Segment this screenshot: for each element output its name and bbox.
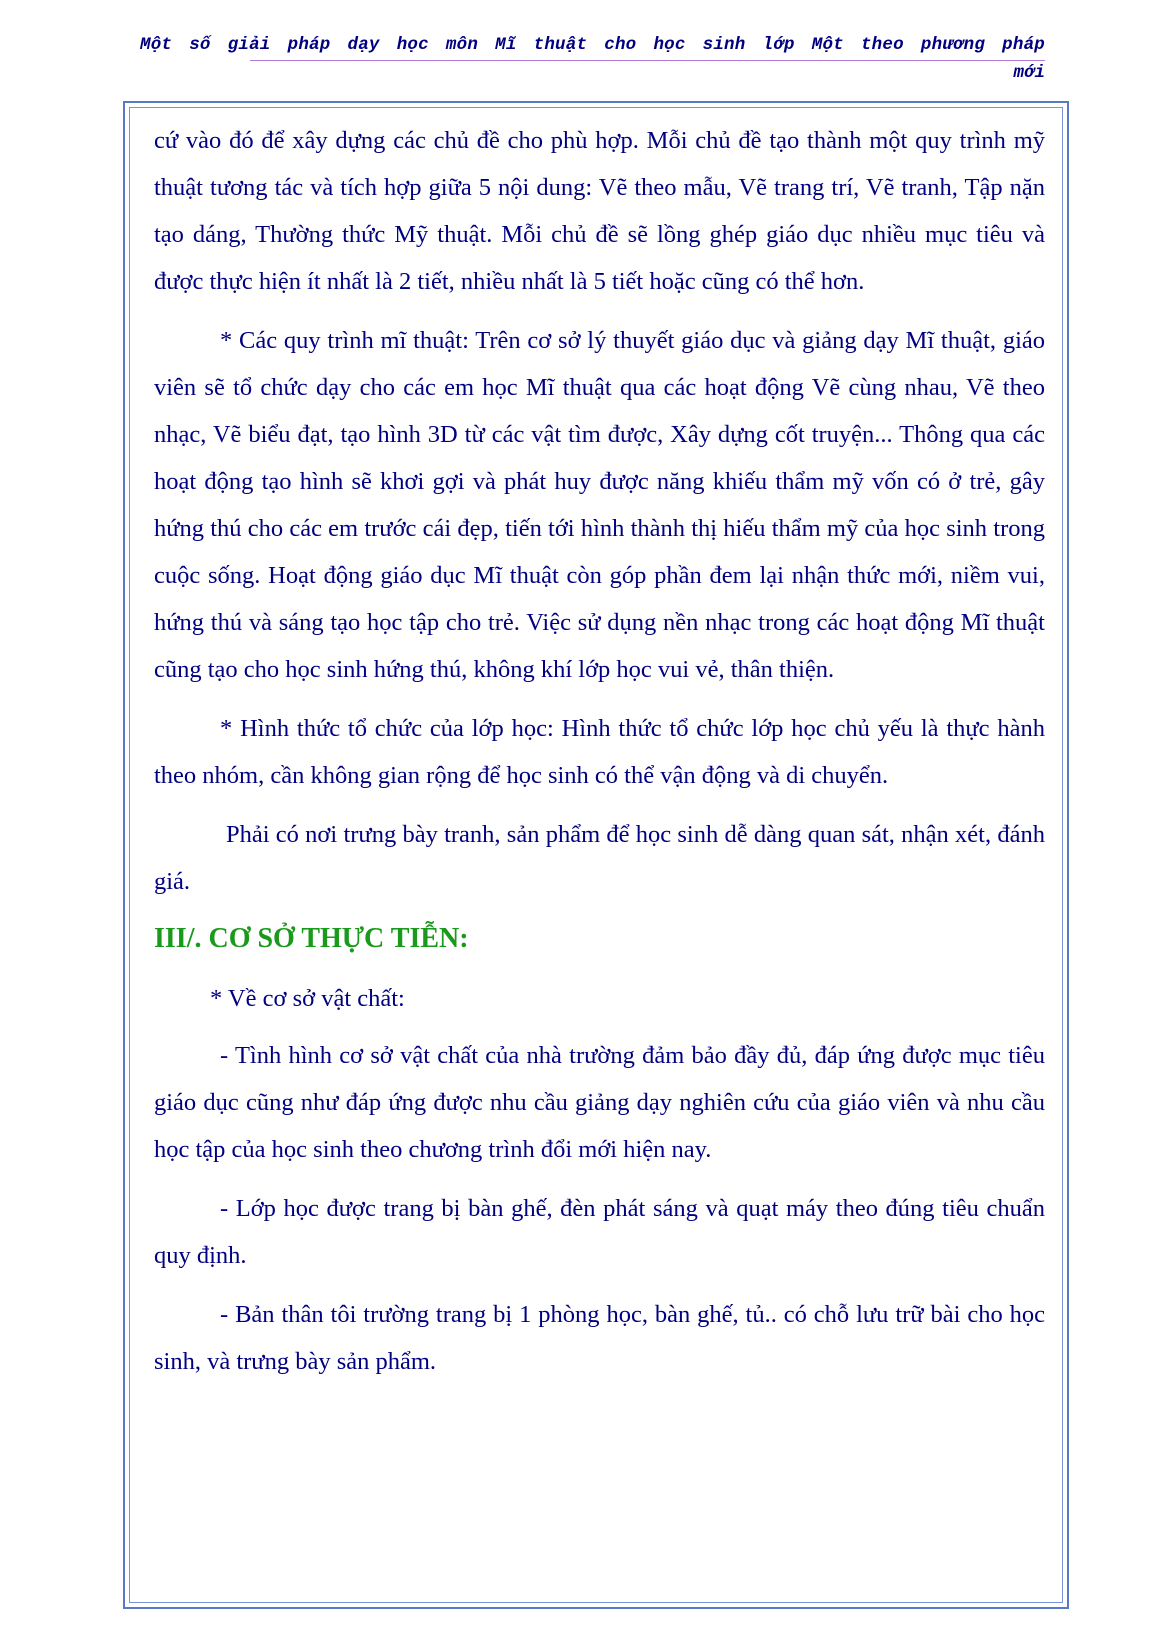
header-rule bbox=[250, 60, 1045, 61]
page-header-title-continuation: mới bbox=[1013, 63, 1045, 83]
paragraph-facilities-status: - Tình hình cơ sở vật chất của nhà trường đảm bảo đầy đủ, đáp ứng được mục tiêu giáo dục cũng như đáp ứng được nhu cầu giảng dạy nghiên cứu của giáo viên và nhu cầu học tập của học sinh theo chương trình đổi mới hiện nay. bbox=[154, 1042, 1045, 1163]
paragraph-topics: cứ vào đó để xây dựng các chủ đề cho phù hợp. Mỗi chủ đề tạo thành một quy trình mỹ thuật tương tác và tích hợp giữa 5 nội dung: Vẽ theo mẫu, Vẽ trang trí, Vẽ tranh, Tập nặn tạo dáng, Thường thức Mỹ thuật. Mỗi chủ đề sẽ lồng ghép giáo dục nhiều mục tiêu và được thực hiện ít nhất là 2 tiết, nhiều nhất là 5 tiết hoặc cũng có thể hơn. bbox=[154, 127, 1045, 295]
paragraph-art-processes: * Các quy trình mĩ thuật: Trên cơ sở lý thuyết giáo dục và giảng dạy Mĩ thuật, giáo viên sẽ tổ chức dạy cho các em học Mĩ thuật qua các hoạt động Vẽ cùng nhau, Vẽ theo nhạc, Vẽ biểu đạt, tạo hình 3D từ các vật tìm được, Xây dựng cốt truyện... Thông qua các hoạt động tạo hình sẽ khơi gợi và phát huy được năng khiếu thẩm mỹ vốn có ở trẻ, gây hứng thú cho các em trước cái đẹp, tiến tới hình thành thị hiếu thẩm mỹ của học sinh trong cuộc sống. Hoạt động giáo dục Mĩ thuật còn góp phần đem lại nhận thức mới, niềm vui, hứng thú và sáng tạo học tập cho trẻ. Việc sử dụng nền nhạc trong các hoạt động Mĩ thuật cũng tạo cho học sinh hứng thú, không khí lớp học vui vẻ, thân thiện. bbox=[154, 327, 1045, 683]
paragraph-personal-room: - Bản thân tôi trường trang bị 1 phòng học, bàn ghế, tủ.. có chỗ lưu trữ bài cho học sinh, và trưng bày sản phẩm. bbox=[154, 1301, 1045, 1375]
section-heading: III/. CƠ SỞ THỰC TIỄN: bbox=[154, 923, 469, 954]
paragraph-class-organization: * Hình thức tổ chức của lớp học: Hình thức tổ chức lớp học chủ yếu là thực hành theo nhóm, cần không gian rộng để học sinh có thể vận động và di chuyển. bbox=[154, 715, 1045, 789]
document-body bbox=[154, 117, 1045, 1397]
paragraph-facilities-heading: * Về cơ sở vật chất: bbox=[210, 985, 405, 1012]
paragraph-classroom-equipment: - Lớp học được trang bị bàn ghế, đèn phát sáng và quạt máy theo đúng tiêu chuẩn quy định. bbox=[154, 1195, 1045, 1269]
paragraph-display-space: Phải có nơi trưng bày tranh, sản phẩm để học sinh dễ dàng quan sát, nhận xét, đánh giá. bbox=[154, 821, 1045, 895]
page-header-title: Một số giải pháp dạy học môn Mĩ thuật cho học sinh lớp Một theo phương pháp bbox=[140, 35, 1045, 55]
